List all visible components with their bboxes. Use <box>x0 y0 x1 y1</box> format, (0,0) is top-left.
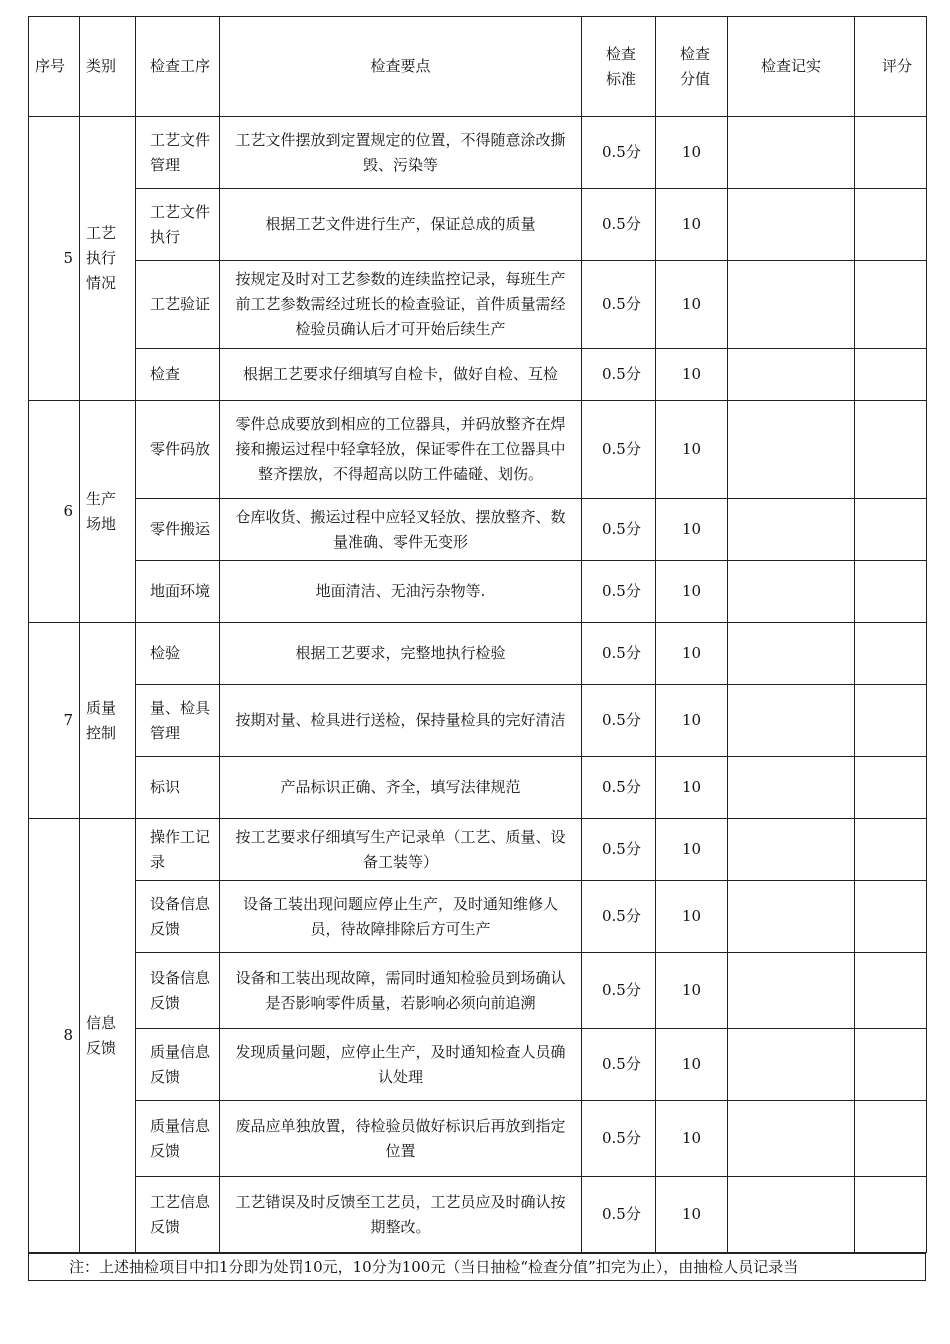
process-cell: 零件码放 <box>136 401 220 499</box>
table-row <box>29 261 927 349</box>
value-cell: 10 <box>656 499 728 561</box>
table-row <box>29 881 927 953</box>
point-cell: 设备工装出现问题应停止生产，及时通知维修人员，待故障排除后方可生产 <box>220 881 582 953</box>
header-score: 评分 <box>855 17 927 117</box>
standard-cell: 0.5分 <box>582 1177 656 1253</box>
score-cell <box>855 881 927 953</box>
value-cell: 10 <box>656 401 728 499</box>
score-cell <box>855 757 927 819</box>
point-cell: 废品应单独放置，待检验员做好标识后再放到指定位置 <box>220 1101 582 1177</box>
process-cell: 质量信息反馈 <box>136 1029 220 1101</box>
group-category: 信息反馈 <box>80 819 136 1253</box>
value-cell: 10 <box>656 819 728 881</box>
standard-cell: 0.5分 <box>582 499 656 561</box>
record-cell <box>728 1101 855 1177</box>
point-cell: 仓库收货、搬运过程中应轻叉轻放、摆放整齐、数量准确、零件无变形 <box>220 499 582 561</box>
standard-cell: 0.5分 <box>582 685 656 757</box>
value-cell: 10 <box>656 1029 728 1101</box>
record-cell <box>728 881 855 953</box>
table-row <box>29 1177 927 1253</box>
group-category: 工艺执行情况 <box>80 117 136 401</box>
standard-cell: 0.5分 <box>582 881 656 953</box>
standard-cell: 0.5分 <box>582 953 656 1029</box>
standard-cell: 0.5分 <box>582 261 656 349</box>
record-cell <box>728 401 855 499</box>
standard-cell: 0.5分 <box>582 401 656 499</box>
record-cell <box>728 117 855 189</box>
record-cell <box>728 189 855 261</box>
standard-cell: 0.5分 <box>582 819 656 881</box>
standard-cell: 0.5分 <box>582 189 656 261</box>
group-number: 8 <box>29 819 80 1253</box>
record-cell <box>728 261 855 349</box>
record-cell <box>728 757 855 819</box>
value-cell: 10 <box>656 685 728 757</box>
header-row <box>29 17 927 117</box>
standard-cell: 0.5分 <box>582 117 656 189</box>
value-cell: 10 <box>656 189 728 261</box>
score-cell <box>855 623 927 685</box>
header-process: 检查工序 <box>136 17 220 117</box>
process-cell: 设备信息反馈 <box>136 953 220 1029</box>
value-cell: 10 <box>656 561 728 623</box>
record-cell <box>728 819 855 881</box>
table-row <box>29 189 927 261</box>
score-cell <box>855 117 927 189</box>
group-number: 7 <box>29 623 80 819</box>
header-point: 检查要点 <box>220 17 582 117</box>
standard-cell: 0.5分 <box>582 349 656 401</box>
table-row <box>29 561 927 623</box>
record-cell <box>728 1177 855 1253</box>
process-cell: 检查 <box>136 349 220 401</box>
header-standard: 检查标准 <box>582 17 656 117</box>
point-cell: 根据工艺文件进行生产，保证总成的质量 <box>220 189 582 261</box>
point-cell: 按规定及时对工艺参数的连续监控记录，每班生产前工艺参数需经过班长的检查验证，首件质量需经检验员确认后才可开始后续生产 <box>220 261 582 349</box>
table-row <box>29 757 927 819</box>
header-record: 检查记实 <box>728 17 855 117</box>
point-cell: 根据工艺要求仔细填写自检卡，做好自检、互检 <box>220 349 582 401</box>
record-cell <box>728 623 855 685</box>
score-cell <box>855 953 927 1029</box>
value-cell: 10 <box>656 1101 728 1177</box>
score-cell <box>855 685 927 757</box>
record-cell <box>728 685 855 757</box>
process-cell: 零件搬运 <box>136 499 220 561</box>
process-cell: 工艺文件执行 <box>136 189 220 261</box>
record-cell <box>728 953 855 1029</box>
header-value: 检查分值 <box>656 17 728 117</box>
table-row <box>29 1101 927 1177</box>
point-cell: 零件总成要放到相应的工位器具，并码放整齐在焊接和搬运过程中轻拿轻放，保证零件在工位器具中整齐摆放，不得超高以防工件磕碰、划伤。 <box>220 401 582 499</box>
score-cell <box>855 819 927 881</box>
process-cell: 标识 <box>136 757 220 819</box>
process-cell: 检验 <box>136 623 220 685</box>
point-cell: 产品标识正确、齐全，填写法律规范 <box>220 757 582 819</box>
header-category: 类别 <box>80 17 136 117</box>
point-cell: 工艺错误及时反馈至工艺员，工艺员应及时确认按期整改。 <box>220 1177 582 1253</box>
process-cell: 操作工记录 <box>136 819 220 881</box>
note-table <box>28 1253 926 1281</box>
record-cell <box>728 499 855 561</box>
score-cell <box>855 499 927 561</box>
header-no: 序号 <box>29 17 80 117</box>
process-cell: 工艺文件管理 <box>136 117 220 189</box>
record-cell <box>728 349 855 401</box>
standard-cell: 0.5分 <box>582 1101 656 1177</box>
score-cell <box>855 401 927 499</box>
score-cell <box>855 261 927 349</box>
note-text: 注：上述抽检项目中扣1分即为处罚10元，10分为100元（当日抽检“检查分值”扣完为止），由抽检人员记录当 <box>29 1254 926 1281</box>
table-row <box>29 1029 927 1101</box>
note-row <box>29 1254 926 1281</box>
score-cell <box>855 189 927 261</box>
point-cell: 根据工艺要求，完整地执行检验 <box>220 623 582 685</box>
standard-cell: 0.5分 <box>582 561 656 623</box>
group-number: 6 <box>29 401 80 623</box>
group-category: 生产场地 <box>80 401 136 623</box>
point-cell: 工艺文件摆放到定置规定的位置，不得随意涂改撕毁、污染等 <box>220 117 582 189</box>
table-row <box>29 623 927 685</box>
score-cell <box>855 349 927 401</box>
process-cell: 工艺信息反馈 <box>136 1177 220 1253</box>
process-cell: 设备信息反馈 <box>136 881 220 953</box>
record-cell <box>728 561 855 623</box>
score-cell <box>855 1177 927 1253</box>
process-cell: 质量信息反馈 <box>136 1101 220 1177</box>
point-cell: 按期对量、检具进行送检，保持量检具的完好清洁 <box>220 685 582 757</box>
value-cell: 10 <box>656 1177 728 1253</box>
point-cell: 地面清洁、无油污杂物等. <box>220 561 582 623</box>
group-category: 质量控制 <box>80 623 136 819</box>
standard-cell: 0.5分 <box>582 623 656 685</box>
point-cell: 按工艺要求仔细填写生产记录单（工艺、质量、设备工装等） <box>220 819 582 881</box>
value-cell: 10 <box>656 881 728 953</box>
score-cell <box>855 1029 927 1101</box>
score-cell <box>855 1101 927 1177</box>
record-cell <box>728 1029 855 1101</box>
standard-cell: 0.5分 <box>582 1029 656 1101</box>
inspection-sheet <box>28 16 926 1281</box>
value-cell: 10 <box>656 261 728 349</box>
table-row <box>29 117 927 189</box>
table-row <box>29 819 927 881</box>
score-cell <box>855 561 927 623</box>
process-cell: 量、检具管理 <box>136 685 220 757</box>
point-cell: 发现质量问题，应停止生产，及时通知检查人员确认处理 <box>220 1029 582 1101</box>
value-cell: 10 <box>656 757 728 819</box>
value-cell: 10 <box>656 953 728 1029</box>
process-cell: 地面环境 <box>136 561 220 623</box>
table-row <box>29 499 927 561</box>
value-cell: 10 <box>656 349 728 401</box>
value-cell: 10 <box>656 117 728 189</box>
table-row <box>29 953 927 1029</box>
table-row <box>29 401 927 499</box>
inspection-table <box>28 16 927 1253</box>
standard-cell: 0.5分 <box>582 757 656 819</box>
process-cell: 工艺验证 <box>136 261 220 349</box>
point-cell: 设备和工装出现故障，需同时通知检验员到场确认是否影响零件质量，若影响必须向前追溯 <box>220 953 582 1029</box>
table-row <box>29 685 927 757</box>
value-cell: 10 <box>656 623 728 685</box>
table-row <box>29 349 927 401</box>
group-number: 5 <box>29 117 80 401</box>
